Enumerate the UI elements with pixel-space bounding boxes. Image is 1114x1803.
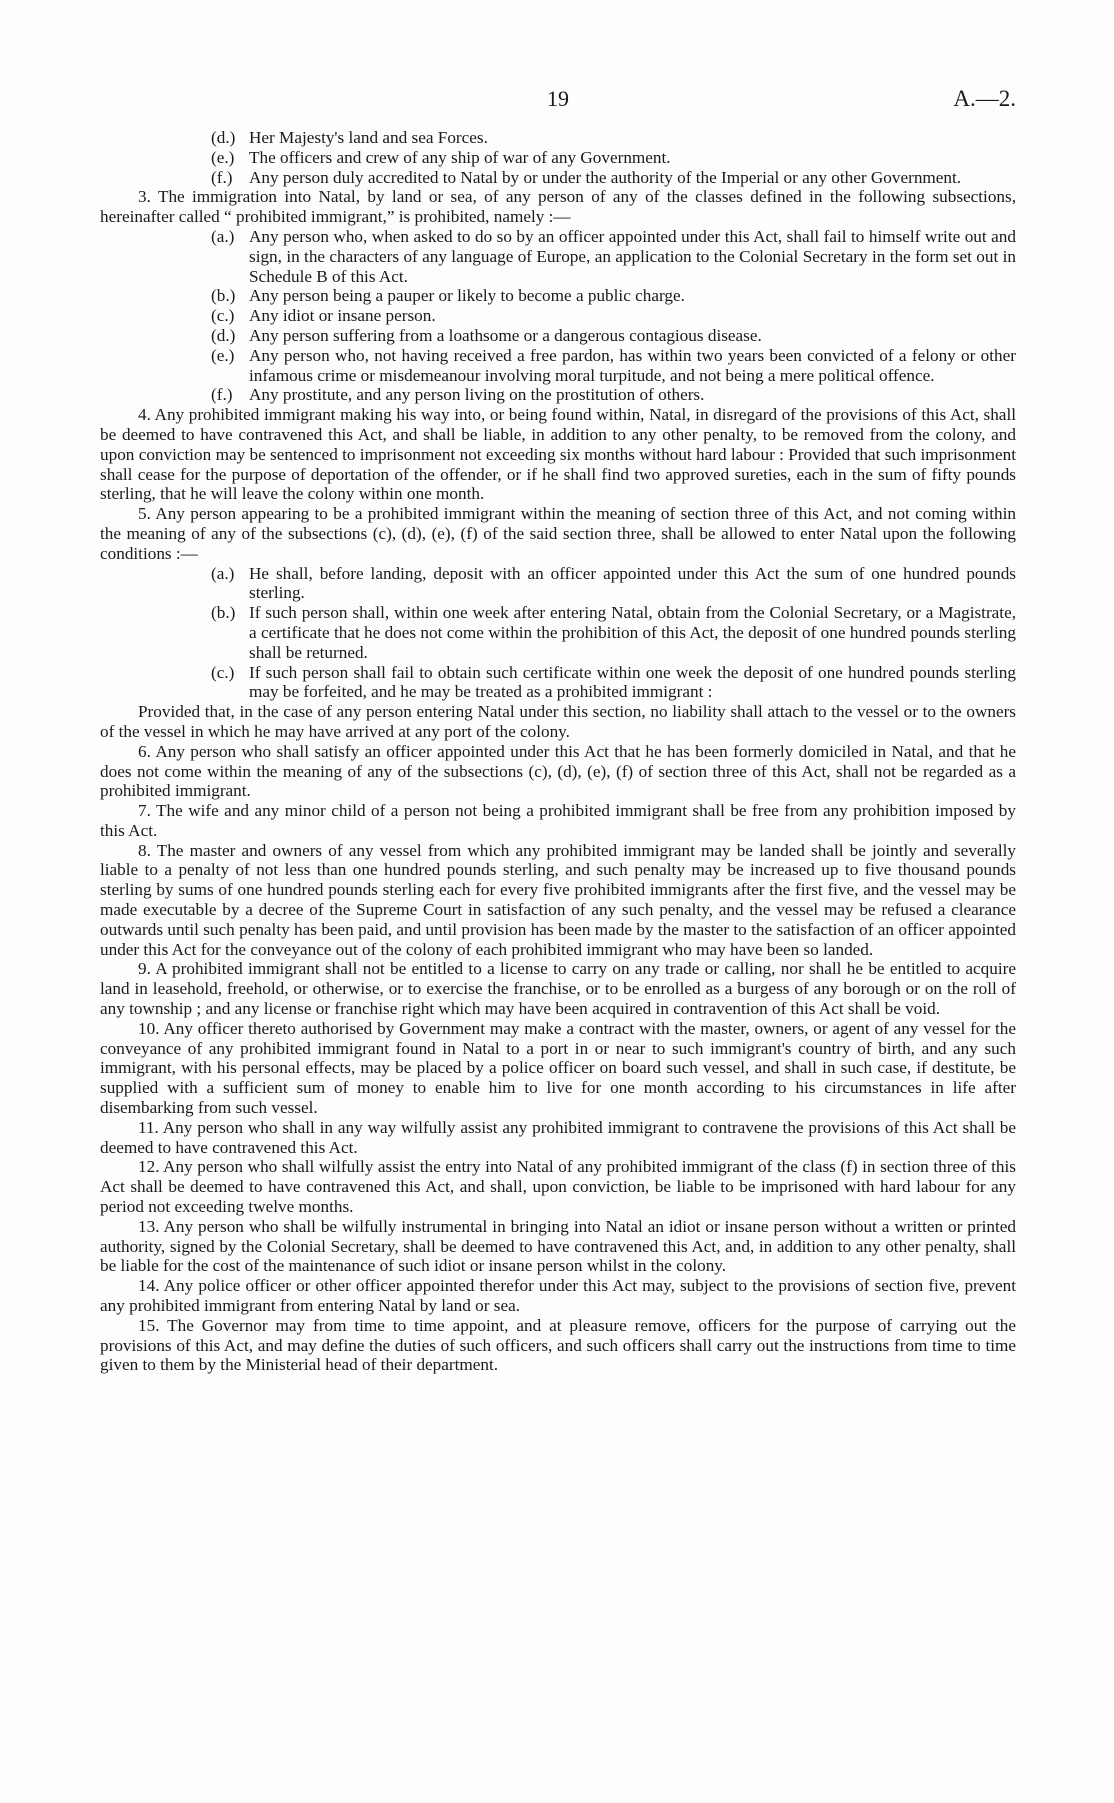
paragraph-text: 7. The wife and any minor child of a person not being a prohibited immigrant shall be free from any prohibition imposed by this Act. bbox=[100, 801, 1016, 840]
section-paragraph bbox=[100, 1118, 1016, 1158]
subsection-item bbox=[100, 564, 1016, 604]
paragraph-text: 12. Any person who shall wilfully assist the entry into Natal of any prohibited immigrant of the class (f) in section three of this Act shall be deemed to have contravened this Act, and shall, upon conviction, be liable to be imprisoned with hard labour for any period not exceeding twelve months. bbox=[100, 1157, 1016, 1217]
paragraph-text: Any person duly accredited to Natal by or under the authority of the Imperial or any other Government. bbox=[249, 167, 962, 187]
paragraph-text: 15. The Governor may from time to time appoint, and at pleasure remove, officers for the purpose of carrying out the provisions of this Act, and may define the duties of such officers, and such officers shall carry out the instructions from time to time given to them by the Ministerial head of their department. bbox=[100, 1315, 1016, 1375]
section-paragraph bbox=[100, 742, 1016, 801]
section-paragraph bbox=[100, 504, 1016, 563]
subsection-letter: (d.) bbox=[211, 128, 236, 147]
subsection-item bbox=[100, 286, 1016, 306]
section-paragraph bbox=[100, 1157, 1016, 1216]
paragraph-text: Her Majesty's land and sea Forces. bbox=[249, 128, 488, 147]
section-paragraph bbox=[100, 801, 1016, 841]
paragraph-text: 14. Any police officer or other officer appointed therefor under this Act may, subject to the provisions of section five, prevent any prohibited immigrant from entering Natal by land or sea. bbox=[100, 1276, 1016, 1316]
paragraph-text: 4. Any prohibited immigrant making his way into, or being found within, Natal, in disregard of the provisions of this Act, shall be deemed to have contravened this Act, and shall be liable, in addition to any other penalty, to be removed from the colony, and upon conviction may be sentenced to imprisonment not exceeding six months without hard labour : Provided that such imprisonment shall cease for the purpose of deportation of the offender, or if he shall find two approved sureties, each in the sum of fifty pounds sterling, that he will leave the colony within one month. bbox=[100, 405, 1016, 504]
paragraph-text: Any person who, not having received a free pardon, has within two years been convicted of a felony or other infamous crime or misdemeanour involving moral turpitude, and not being a mere political offence. bbox=[249, 345, 1016, 385]
paragraph-text: Any idiot or insane person. bbox=[249, 306, 436, 326]
subsection-letter: (a.) bbox=[211, 563, 235, 583]
subsection-letter: (a.) bbox=[211, 226, 235, 246]
subsection-item bbox=[100, 603, 1016, 662]
paragraph-text: Any prostitute, and any person living on the prostitution of others. bbox=[249, 385, 705, 405]
section-paragraph bbox=[100, 405, 1016, 504]
subsection-item bbox=[100, 128, 1016, 148]
subsection-letter: (c.) bbox=[211, 306, 235, 326]
subsection-letter: (e.) bbox=[211, 345, 235, 365]
document-reference: A.—2. bbox=[953, 86, 1016, 111]
subsection-item bbox=[100, 306, 1016, 326]
section-paragraph bbox=[100, 1316, 1016, 1375]
subsection-item bbox=[100, 227, 1016, 286]
subsection-letter: (b.) bbox=[211, 286, 236, 306]
subsection-item bbox=[100, 168, 1016, 188]
paragraph-text: 3. The immigration into Natal, by land or sea, of any person of any of the classes defined in the following subsections, hereinafter called “ prohibited immigrant,” is prohibited, namely :— bbox=[100, 187, 1016, 227]
subsection-item bbox=[100, 326, 1016, 346]
section-paragraph bbox=[100, 187, 1016, 227]
section-paragraph bbox=[100, 1217, 1016, 1276]
paragraph-text: If such person shall, within one week after entering Natal, obtain from the Colonial Secretary, or a Magistrate, a certificate that he does not come within the prohibition of this Act, the deposit of one hundred pounds sterling shall be returned. bbox=[249, 603, 1016, 662]
paragraph-text: 5. Any person appearing to be a prohibited immigrant within the meaning of section three of this Act, and not coming within the meaning of any of the subsections (c), (d), (e), (f) of the said section three, shall be allowed to enter Natal upon the following conditions :— bbox=[100, 504, 1016, 563]
subsection-letter: (c.) bbox=[211, 662, 235, 682]
subsection-item bbox=[100, 346, 1016, 386]
section-paragraph bbox=[100, 1276, 1016, 1316]
paragraph-text: Provided that, in the case of any person entering Natal under this section, no liability shall attach to the vessel or to the owners of the vessel in which he may have arrived at any port of the colony. bbox=[100, 702, 1016, 741]
subsection-item bbox=[100, 663, 1016, 703]
running-head bbox=[100, 86, 1016, 116]
paragraph-text: 6. Any person who shall satisfy an officer appointed under this Act that he has been formerly domiciled in Natal, and that he does not come within the meaning of any of the subsections (c), (d), (e), (f) of section three of this Act, shall not be regarded as a prohibited immigrant. bbox=[100, 741, 1016, 801]
paragraph-text: 10. Any officer thereto authorised by Government may make a contract with the master, owners, or agent of any vessel for the conveyance of any prohibited immigrant found in Natal to a port in or near to such immigrant's country of birth, and any such immigrant, with his personal effects, may be placed by a police officer on board such vessel, and shall in such case, if destitute, be supplied with a sufficient sum of money to enable him to live for one month according to his circumstances in life after disembarking from such vessel. bbox=[100, 1018, 1016, 1118]
subsection-item bbox=[100, 385, 1016, 405]
paragraph-text: The officers and crew of any ship of war of any Government. bbox=[249, 147, 671, 167]
section-paragraph bbox=[100, 702, 1016, 742]
paragraph-text: Any person who, when asked to do so by an officer appointed under this Act, shall fail to himself write out and sign, in the characters of any language of Europe, an application to the Colonial Secretary in the form set out in Schedule B of this Act. bbox=[249, 226, 1016, 286]
paragraph-text: Any person being a pauper or likely to become a public charge. bbox=[249, 286, 685, 306]
subsection-letter: (e.) bbox=[211, 147, 235, 167]
section-paragraph bbox=[100, 1019, 1016, 1118]
subsection-item bbox=[100, 148, 1016, 168]
paragraph-text: 9. A prohibited immigrant shall not be entitled to a license to carry on any trade or calling, nor shall he be entitled to acquire land in leasehold, freehold, or otherwise, or to exercise the franchise, or to be enrolled as a burgess of any borough or on the roll of any township ; and any license or franchise right which may have been acquired in contravention of this Act shall be void. bbox=[100, 959, 1016, 1019]
paragraph-text: 11. Any person who shall in any way wilfully assist any prohibited immigrant to contravene the provisions of this Act shall be deemed to have contravened this Act. bbox=[100, 1117, 1016, 1157]
section-paragraph bbox=[100, 841, 1016, 960]
subsection-letter: (f.) bbox=[211, 167, 233, 187]
page-number: 19 bbox=[547, 86, 569, 111]
subsection-letter: (b.) bbox=[211, 603, 236, 623]
paragraph-text: If such person shall fail to obtain such certificate within one week the deposit of one hundred pounds sterling may be forfeited, and he may be treated as a prohibited immigrant : bbox=[249, 662, 1016, 702]
paragraph-text: He shall, before landing, deposit with an officer appointed under this Act the sum of one hundred pounds sterling. bbox=[249, 563, 1016, 603]
subsection-letter: (d.) bbox=[211, 325, 236, 345]
subsection-letter: (f.) bbox=[211, 385, 233, 405]
section-paragraph bbox=[100, 959, 1016, 1018]
document-body bbox=[100, 128, 1016, 1375]
paragraph-text: Any person suffering from a loathsome or a dangerous contagious disease. bbox=[249, 325, 762, 345]
paragraph-text: 13. Any person who shall be wilfully instrumental in bringing into Natal an idiot or insane person without a written or printed authority, signed by the Colonial Secretary, shall be deemed to have contravened this Act, and, in addition to any other penalty, shall be liable for the cost of the maintenance of such idiot or insane person whilst in the colony. bbox=[100, 1216, 1016, 1276]
paragraph-text: 8. The master and owners of any vessel from which any prohibited immigrant may be landed shall be jointly and severally liable to a penalty of not less than one hundred pounds sterling, and such penalty may be increased up to five thousand pounds sterling by sums of one hundred pounds sterling each for every five prohibited immigrants after the first five, and the vessel may be made executable by a decree of the Supreme Court in satisfaction of any such penalty, and the vessel may be refused a clearance outwards until such penalty has been paid, and until provision has been made by the master to the satisfaction of an officer appointed under this Act for the conveyance out of the colony of each prohibited immigrant who may have been so landed. bbox=[100, 840, 1016, 959]
